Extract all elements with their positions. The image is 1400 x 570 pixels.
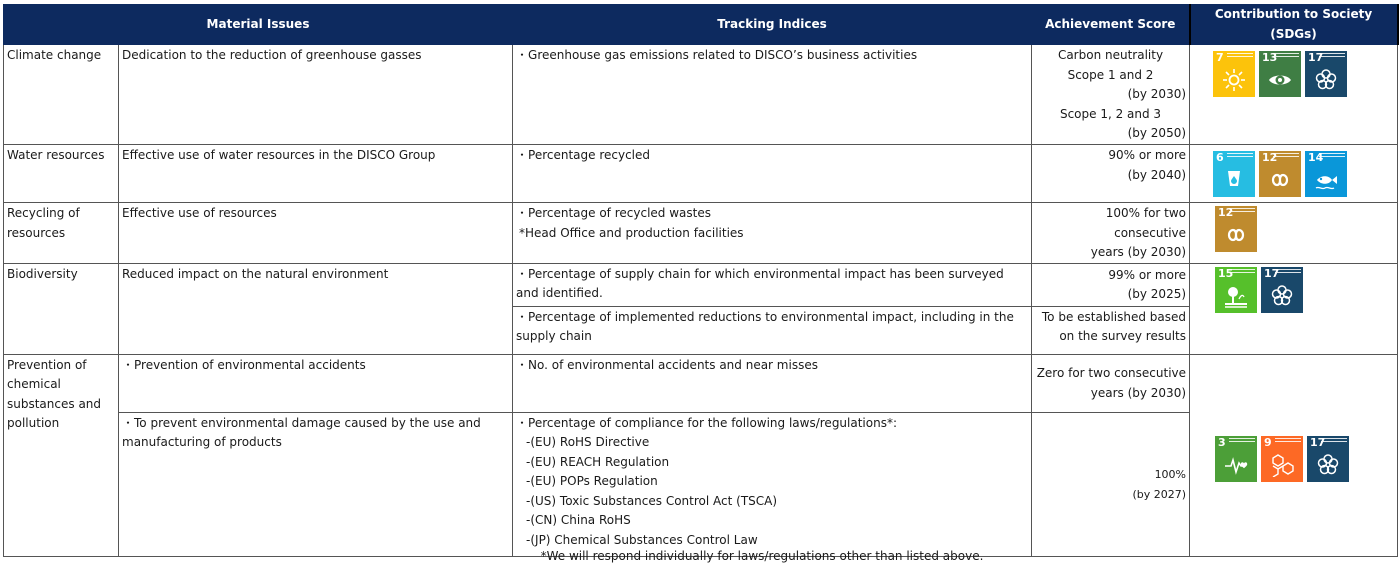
sdg-cell	[1190, 145, 1398, 203]
table-row	[4, 45, 1398, 145]
water-drop-icon	[1222, 168, 1246, 192]
score-cell: Carbon neutrality Scope 1 and 2 (by 2030) Scope 1, 2 and 3 (by 2050)	[1032, 45, 1190, 145]
sdg-icons	[1193, 204, 1394, 252]
sdg-icons	[1193, 430, 1394, 482]
issue-cell: Water resources	[4, 145, 119, 203]
score-cell: 100% (by 2027)	[1032, 412, 1190, 556]
flower-rings-icon	[1314, 68, 1338, 92]
sdg-cell	[1190, 263, 1398, 354]
detail-cell: Reduced impact on the natural environment	[119, 263, 513, 354]
table-row	[4, 354, 1398, 412]
issue-cell: Climate change	[4, 45, 119, 145]
header-material-issues: Material Issues	[4, 5, 513, 45]
sdg-13-icon: 13	[1259, 51, 1301, 97]
fish-icon	[1314, 168, 1338, 192]
law-item: -(US) Toxic Substances Control Act (TSCA)	[526, 493, 778, 508]
table-row	[4, 412, 1398, 556]
earth-eye-icon	[1268, 68, 1292, 92]
law-item: -(CN) China RoHS	[526, 513, 631, 527]
detail-cell: ・To prevent environmental damage caused by the use and manufacturing of products	[119, 412, 513, 556]
law-item: -(JP) Chemical Substances Control Law	[526, 532, 758, 547]
detail-cell: Dedication to the reduction of greenhouse gasses	[119, 45, 513, 145]
sdg-14-icon: 14	[1305, 151, 1347, 197]
score-cell: To be established based on the survey results	[1032, 306, 1190, 354]
table-row	[4, 203, 1398, 264]
index-cell: ・Greenhouse gas emissions related to DISCO’s business activities	[513, 45, 1032, 145]
detail-cell: Effective use of resources	[119, 203, 513, 264]
header-row	[4, 5, 1398, 45]
index-cell: ・No. of environmental accidents and near misses	[513, 354, 1032, 412]
sdg-cell	[1190, 45, 1398, 145]
sdg-7-icon: 7	[1213, 51, 1255, 97]
detail-cell: Effective use of water resources in the DISCO Group	[119, 145, 513, 203]
materiality-table	[3, 4, 1399, 557]
detail-cell: ・Prevention of environmental accidents	[119, 354, 513, 412]
footnote: *We will respond individually for laws/regulations other than listed above.	[540, 549, 984, 563]
cubes-icon	[1270, 453, 1294, 477]
sdg-6-icon: 6	[1213, 151, 1255, 197]
index-cell: ・Percentage recycled	[513, 145, 1032, 203]
law-item: -(EU) RoHS Directive	[526, 435, 650, 449]
index-cell: ・Percentage of supply chain for which environmental impact has been surveyed and identified.	[513, 263, 1032, 306]
sdg-17-icon: 17	[1261, 267, 1303, 313]
sdg-9-icon: 9	[1261, 436, 1303, 482]
index-cell: ・Percentage of implemented reductions to environmental impact, including in the supply chain	[513, 306, 1032, 354]
issue-cell: Prevention of chemical substances and pollution	[4, 354, 119, 556]
law-item: -(EU) REACH Regulation	[526, 454, 670, 469]
issue-cell: Biodiversity	[4, 263, 119, 354]
table-row	[4, 263, 1398, 306]
flower-rings-icon	[1270, 284, 1294, 308]
table-row	[4, 145, 1398, 203]
header-contribution: Contribution to Society (SDGs)	[1190, 5, 1398, 45]
sdg-icons	[1193, 265, 1394, 313]
sdg-cell	[1190, 203, 1398, 264]
sdg-cell	[1190, 354, 1398, 556]
header-tracking-indices: Tracking Indices	[513, 5, 1032, 45]
heartbeat-icon	[1224, 453, 1248, 477]
sdg-3-icon: 3	[1215, 436, 1257, 482]
tree-icon	[1224, 284, 1248, 308]
index-cell: ・Percentage of recycled wastes *Head Office and production facilities	[513, 203, 1032, 264]
score-cell: Zero for two consecutive years (by 2030)	[1032, 354, 1190, 412]
index-cell: ・Percentage of compliance for the following laws/regulations*: -(EU) RoHS Directive -(EU) REACH Regulation -(EU) POPs Regulation -(US) Toxic Substances Control Act (TSCA) -(CN) China RoHS -(JP) Chemical Substances Control Law	[513, 412, 1032, 556]
issue-cell: Recycling of resources	[4, 203, 119, 264]
score-cell: 100% for two consecutive years (by 2030)	[1032, 203, 1190, 264]
sdg-15-icon: 15	[1215, 267, 1257, 313]
score-cell: 90% or more (by 2040)	[1032, 145, 1190, 203]
infinity-icon	[1224, 223, 1248, 247]
sdg-17-icon: 17	[1305, 51, 1347, 97]
sdg-12-icon: 12	[1259, 151, 1301, 197]
sdg-icons	[1193, 46, 1394, 97]
header-achievement-score: Achievement Score	[1032, 5, 1190, 45]
sun-power-icon	[1222, 68, 1246, 92]
law-item: -(EU) POPs Regulation	[526, 474, 658, 488]
sdg-17-icon: 17	[1307, 436, 1349, 482]
sdg-12-icon: 12	[1215, 206, 1257, 252]
sdg-icons	[1193, 146, 1394, 197]
flower-rings-icon	[1316, 453, 1340, 477]
score-cell: 99% or more (by 2025)	[1032, 263, 1190, 306]
infinity-icon	[1268, 168, 1292, 192]
